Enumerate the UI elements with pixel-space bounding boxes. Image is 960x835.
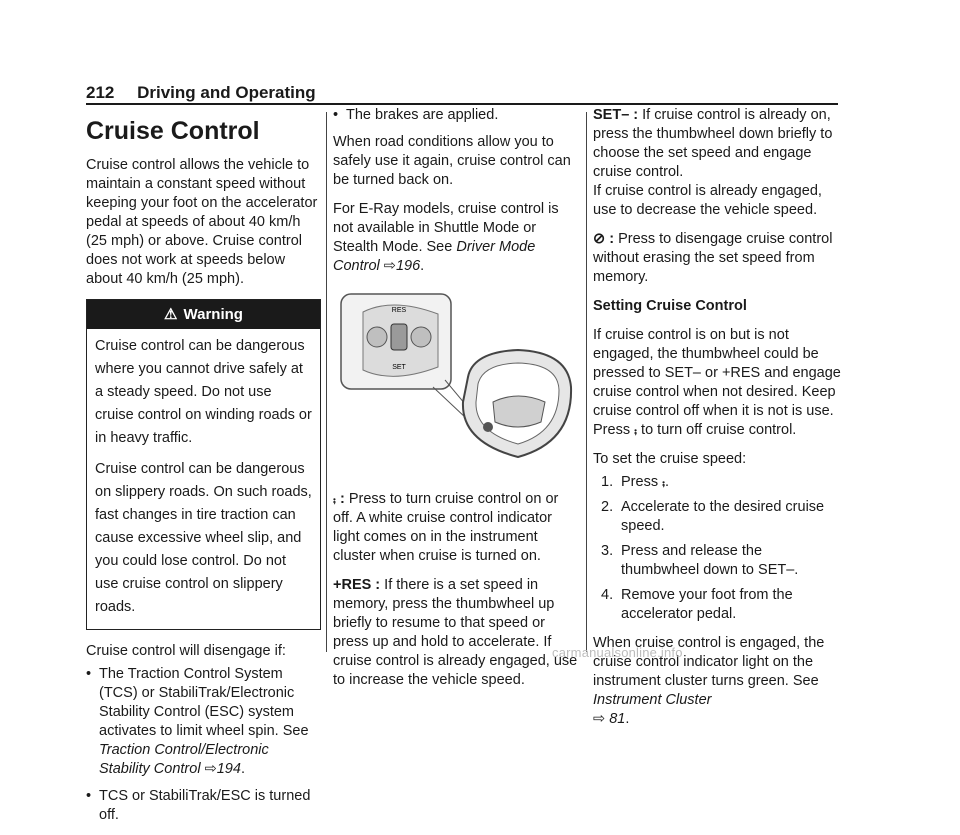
- set-description-2: If cruise control is already engaged, use to decrease the vehicle speed.: [593, 183, 822, 218]
- header-rule: [86, 103, 838, 105]
- watermark: carmanualsonline.info: [552, 645, 683, 660]
- warning-paragraph-1: Cruise control can be dangerous where you cannot drive safely at a steady speed. Do not use cruise control on winding roads or in heavy traffic.: [95, 338, 312, 446]
- list-item: 3. Press and release the thumbwheel down to SET–.: [601, 543, 799, 578]
- warning-title: Warning: [183, 306, 243, 323]
- section-title: Driving and Operating: [137, 83, 316, 102]
- final-paragraph: When cruise control is engaged, the cruise control indicator light on the instrument cluster turns green. See Instrument Cluster ⇨ 81.: [593, 635, 825, 727]
- page-header: [86, 83, 316, 103]
- page-ref-icon: ⇨: [593, 711, 606, 727]
- set-description: SET– : If cruise control is already on, press the thumbwheel down briefly to choose the set speed and engage cruise control.: [593, 107, 833, 180]
- ref-link-driver-mode[interactable]: Driver Mode Control: [333, 239, 536, 274]
- warning-icon: ⚠︎: [164, 306, 178, 323]
- cancel-description: ⊘ : Press to disengage cruise control without erasing the set speed from memory.: [593, 231, 833, 285]
- column-divider: [326, 112, 327, 652]
- page-ref[interactable]: 81: [609, 711, 626, 727]
- list-item: • The Traction Control System (TCS) or StabiliTrak/Electronic Stability Control (ESC) system activates to limit wheel spin. See Traction Control/Electronic Stability Control ⇨194.: [86, 665, 321, 779]
- page-ref-icon: ⇨: [383, 258, 396, 274]
- res-description: +RES : If there is a set speed in memory, press the thumbwheel up briefly to resume to that speed or press up and hold to accelerate. If cruise control is already engaged, use to increase the vehicle speed.: [333, 577, 578, 688]
- page-title: Cruise Control: [86, 117, 260, 145]
- steering-wheel-illustration: [333, 292, 578, 472]
- cruise-onoff-icon: ⨾: [634, 422, 638, 438]
- list-item: 2. Accelerate to the desired cruise speed.: [601, 499, 825, 534]
- fig-label-res: RES: [391, 307, 407, 314]
- column-2: [333, 106, 578, 700]
- column-1: [86, 110, 321, 835]
- cruise-onoff-icon: ⨾: [333, 491, 336, 507]
- list-item: • TCS or StabiliTrak/ESC is turned off.: [86, 787, 321, 825]
- list-item: 1. Press ⨾.: [601, 474, 670, 490]
- cruise-onoff-icon: ⨾: [662, 474, 666, 490]
- disengage-intro: Cruise control will disengage if:: [86, 643, 286, 659]
- page-ref[interactable]: 194: [216, 761, 241, 777]
- warning-header: [87, 300, 320, 329]
- intro-paragraph: Cruise control allows the vehicle to maintain a constant speed without keeping your foot on the accelerator pedal at speeds of about 40 km/h (25 mph) or above. Cruise control does not work at speeds below about 40 km/h (25 mph).: [86, 157, 318, 287]
- paragraph-turn-back-on: When road conditions allow you to safely use it again, cruise control can be turned back on.: [333, 134, 571, 188]
- list-item: • The brakes are applied.: [333, 106, 578, 125]
- ref-link-traction-control[interactable]: Traction Control/Electronic Stability Control: [99, 742, 269, 777]
- steps-intro: To set the cruise speed:: [593, 451, 747, 467]
- warning-box: [86, 299, 321, 630]
- warning-paragraph-2: Cruise control can be dangerous on slippery roads. On such roads, fast changes in tire traction can cause excessive wheel slip, and you could lose control. Do not use cruise control on slippery roads.: [95, 461, 312, 615]
- fig-label-set: SET: [392, 364, 406, 371]
- paragraph-not-engaged: If cruise control is on but is not engaged, the thumbwheel could be pressed to SET– or +RES and engage cruise control when not desired. Keep cruise control off when it is not is use. Press ⨾ to turn off cruise control.: [593, 327, 841, 438]
- cruise-cancel-icon: ⊘: [593, 231, 606, 247]
- column-divider: [586, 112, 587, 652]
- paragraph-eray: For E-Ray models, cruise control is not available in Shuttle Mode or Stealth Mode. See Driver Mode Control ⇨196.: [333, 201, 559, 274]
- page-number: 212: [86, 83, 115, 102]
- page-ref-icon: ⇨: [204, 761, 217, 777]
- subheading-setting-cruise: Setting Cruise Control: [593, 298, 747, 314]
- ref-link-instrument-cluster[interactable]: Instrument Cluster: [593, 692, 712, 708]
- set-label: SET– :: [593, 107, 639, 123]
- onoff-description: ⨾ : Press to turn cruise control on or off. A white cruise control indicator light comes on in the instrument cluster when cruise is turned on.: [333, 491, 559, 564]
- page-ref[interactable]: 196: [395, 258, 421, 274]
- list-item: 4. Remove your foot from the accelerator pedal.: [601, 587, 793, 622]
- res-label: +RES :: [333, 577, 381, 593]
